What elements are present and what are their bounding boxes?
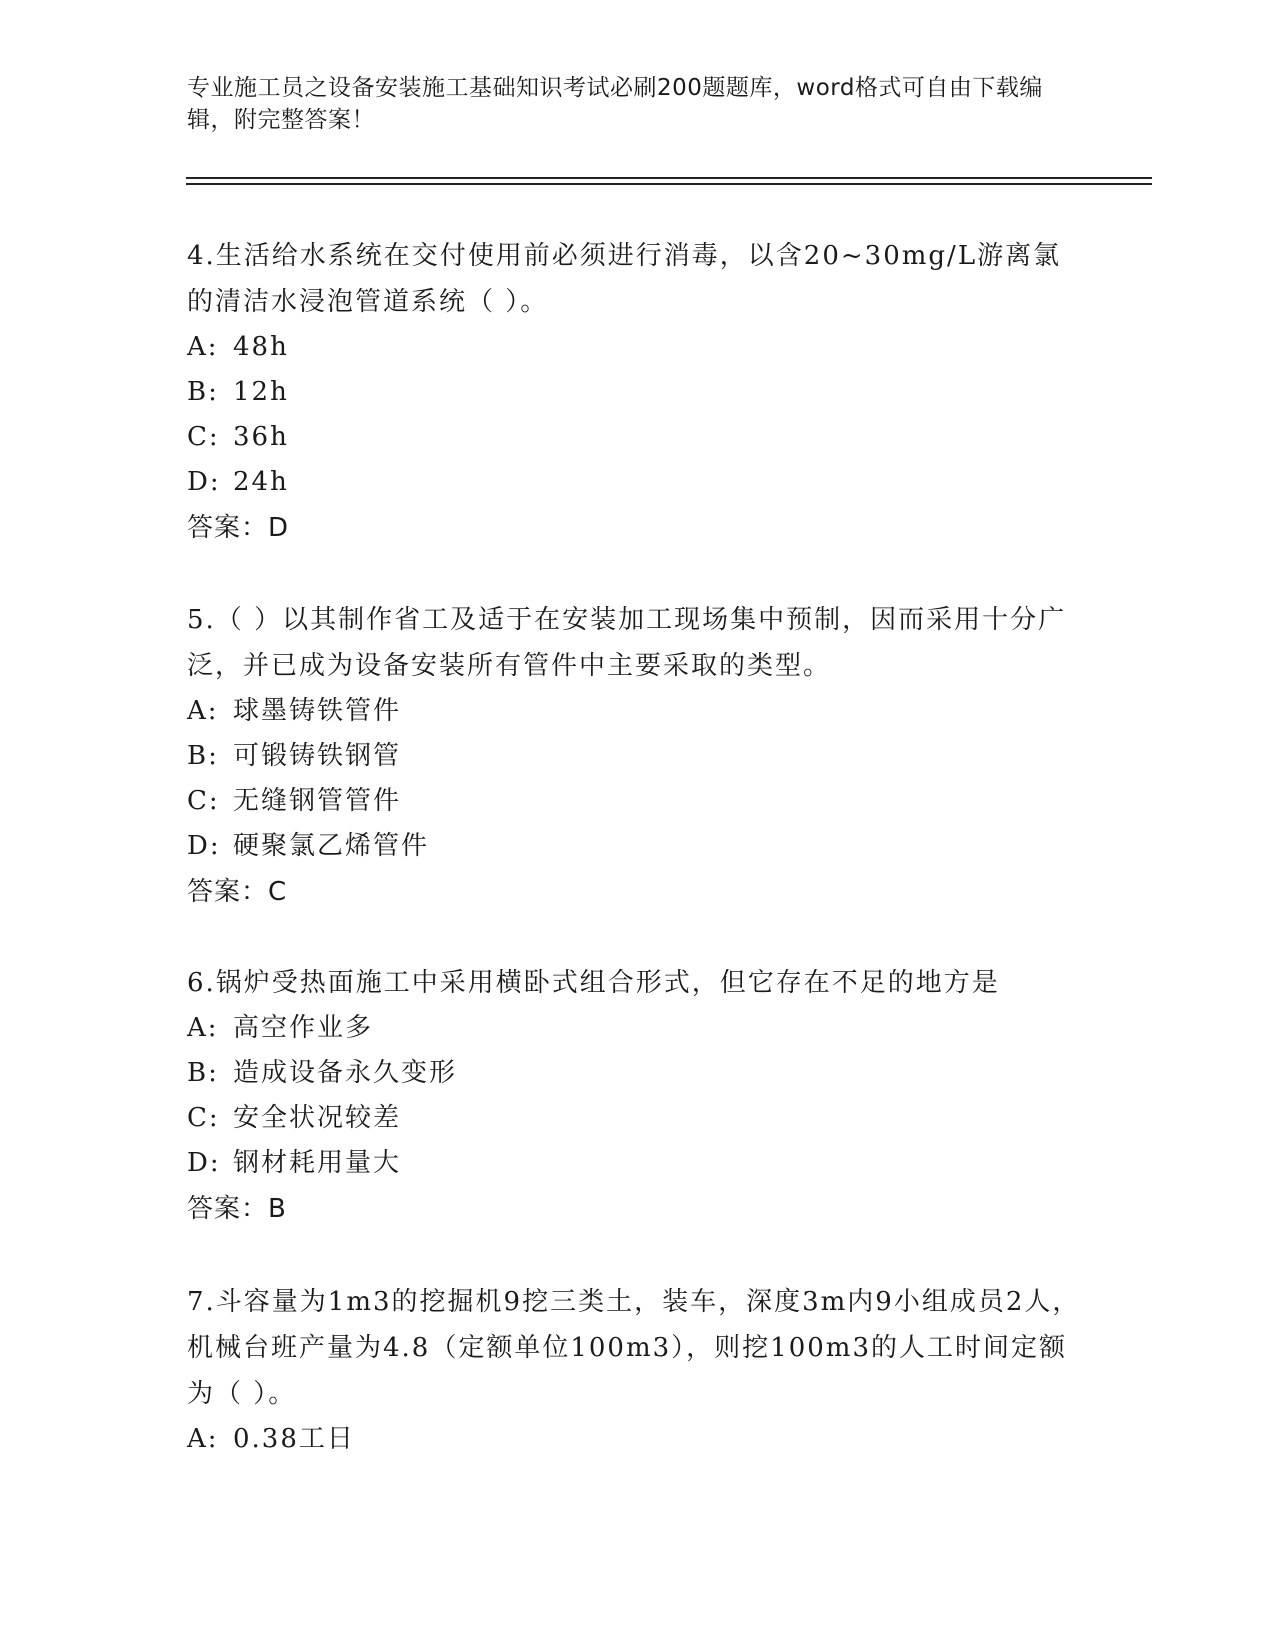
option-letter: B: bbox=[187, 741, 219, 771]
option-a bbox=[187, 325, 1087, 370]
option-text: 0.38工日 bbox=[233, 1424, 355, 1454]
question-stem: 6.锅炉受热面施工中采用横卧式组合形式，但它存在不足的地方是 bbox=[187, 968, 1000, 998]
option-text: 24h bbox=[233, 467, 289, 497]
header-divider-top bbox=[186, 177, 1152, 179]
option-text: 12h bbox=[233, 377, 289, 407]
option-d bbox=[187, 1141, 1087, 1186]
answer: 答案：D bbox=[187, 513, 290, 543]
option-letter: A: bbox=[187, 1013, 219, 1043]
option-text: 高空作业多 bbox=[233, 1013, 374, 1043]
option-text: 球墨铸铁管件 bbox=[233, 696, 402, 726]
question-5 bbox=[187, 597, 1087, 915]
question-7 bbox=[187, 1279, 1087, 1462]
option-letter: C: bbox=[187, 1103, 220, 1133]
answer: 答案：B bbox=[187, 1194, 287, 1224]
question-4 bbox=[187, 233, 1087, 551]
option-b bbox=[187, 734, 1087, 779]
option-text: 安全状况较差 bbox=[233, 1103, 402, 1133]
option-d bbox=[187, 460, 1087, 505]
option-letter: C: bbox=[187, 786, 220, 816]
question-6 bbox=[187, 960, 1087, 1232]
question-stem: 7.斗容量为1m3的挖掘机9挖三类土，装车，深度3m内9小组成员2人，机械台班产量为4.8（定额单位100m3），则挖100m3的人工时间定额为（ ）。 bbox=[187, 1287, 1081, 1409]
option-text: 钢材耗用量大 bbox=[233, 1148, 402, 1178]
header-divider-bottom bbox=[186, 183, 1152, 185]
answer: 答案：C bbox=[187, 877, 288, 907]
option-text: 造成设备永久变形 bbox=[233, 1058, 458, 1088]
option-text: 48h bbox=[233, 332, 289, 362]
option-text: 可锻铸铁钢管 bbox=[233, 741, 402, 771]
option-letter: A: bbox=[187, 332, 219, 362]
option-a bbox=[187, 689, 1087, 734]
question-stem: 5.（ ）以其制作省工及适于在安装加工现场集中预制，因而采用十分广泛，并已成为设备安装所有管件中主要采取的类型。 bbox=[187, 605, 1067, 681]
option-letter: A: bbox=[187, 696, 219, 726]
option-letter: A: bbox=[187, 1424, 219, 1454]
document-header bbox=[187, 72, 1067, 136]
option-text: 36h bbox=[233, 422, 289, 452]
option-letter: B: bbox=[187, 1058, 219, 1088]
header-title: 专业施工员之设备安装施工基础知识考试必刷200题题库，word格式可自由下载编辑，附完整答案！ bbox=[187, 75, 1043, 133]
option-b bbox=[187, 1051, 1087, 1096]
option-letter: D: bbox=[187, 467, 221, 497]
option-letter: D: bbox=[187, 831, 221, 861]
option-letter: B: bbox=[187, 377, 219, 407]
option-text: 无缝钢管管件 bbox=[233, 786, 402, 816]
option-d bbox=[187, 824, 1087, 869]
option-a bbox=[187, 1417, 1087, 1462]
option-letter: D: bbox=[187, 1148, 221, 1178]
option-c bbox=[187, 779, 1087, 824]
option-a bbox=[187, 1006, 1087, 1051]
option-c bbox=[187, 415, 1087, 460]
option-letter: C: bbox=[187, 422, 220, 452]
option-c bbox=[187, 1096, 1087, 1141]
option-b bbox=[187, 370, 1087, 415]
question-stem: 4.生活给水系统在交付使用前必须进行消毒，以含20~30mg/L游离氯的清洁水浸泡管道系统（ ）。 bbox=[187, 241, 1062, 317]
option-text: 硬聚氯乙烯管件 bbox=[233, 831, 430, 861]
